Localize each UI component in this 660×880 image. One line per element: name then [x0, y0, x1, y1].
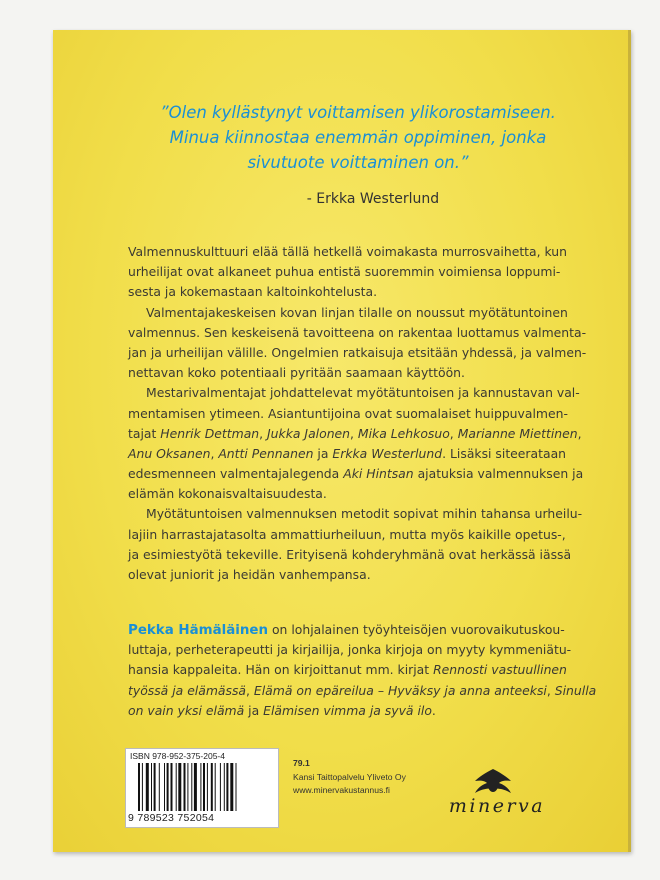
text: , [546, 682, 555, 698]
blurb-line: Valmennuskulttuuri elää tällä hetkellä voimakasta murrosvaihetta, kun [128, 244, 568, 259]
classification-code: 79.1 [293, 758, 310, 768]
coach-name: Jukka Jalonen [267, 425, 351, 441]
barcode-bar [226, 763, 228, 811]
book-title: Rennosti vastuullinen [433, 662, 567, 678]
blurb-line: valmennus. Sen keskeisenä tavoitteena on rakentaa luottamus valmenta- [128, 324, 587, 340]
text: ja [313, 445, 333, 461]
text: , [350, 425, 358, 441]
book-back-cover [53, 30, 631, 852]
text: hansia kappaleita. Hän on kirjoittanut mm. kirjat [128, 662, 434, 678]
book-title: työssä ja elämässä [128, 682, 247, 698]
bio-line [128, 701, 594, 721]
cover-edge [628, 30, 631, 852]
barcode-bar [203, 763, 205, 811]
cover-credit: Kansi Taittopalvelu Yliveto Oy [293, 771, 406, 782]
bio-line [128, 660, 594, 680]
barcode-bar [154, 763, 156, 811]
blurb-line: urheilijat ovat alkaneet puhua entistä suoremmin voimiensa loppumi- [128, 264, 561, 280]
text: , [449, 425, 458, 441]
barcode-bar [159, 763, 160, 811]
blurb-line: Myötätuntoisen valmennuksen metodit sopivat mihin tahansa urheilu- [146, 506, 583, 522]
book-title: on vain yksi elämä [128, 702, 245, 718]
barcode-bar [220, 763, 221, 811]
text: , [210, 445, 219, 461]
coach-name: Aki Hintsan [343, 466, 414, 482]
barcode-bar [151, 763, 152, 811]
blurb-line: mentamisen ytimeen. Asiantuntijoina ovat suomalaiset huippuvalmen- [128, 405, 568, 421]
book-title: Elämä on epäreilua – Hyväksy ja anna anteeksi [253, 682, 547, 698]
publisher-info [293, 757, 406, 798]
book-title: Sinulla [554, 682, 597, 698]
bio-line: luttaja, perheterapeutti ja kirjailija, jonka kirjoja on myyty kymmeniätu- [128, 642, 572, 658]
bio-line [128, 620, 594, 640]
barcode-bar [215, 763, 216, 811]
barcode-bar [142, 763, 143, 811]
blurb-line [128, 444, 594, 464]
barcode-bar [164, 763, 165, 811]
blurb-text [128, 242, 594, 585]
text: . [431, 702, 436, 718]
coach-name: Antti Pennanen [218, 445, 314, 461]
text: , [246, 682, 254, 698]
author-bio [128, 620, 597, 721]
text: edesmenneen valmentajalegenda [128, 466, 344, 482]
book-title: Elämisen vimma ja syvä ilo [263, 702, 432, 718]
blurb-line: olevat juniorit ja heidän vanhempansa. [128, 567, 371, 582]
barcode-bar [224, 763, 225, 811]
publisher-url: www.minervakustannus.fi [293, 785, 390, 795]
barcode-bar [236, 763, 237, 811]
pull-quote [113, 100, 603, 175]
barcode-bar [211, 763, 213, 811]
blurb-line: ja esimiestyötä tekeville. Erityisenä kohderyhmänä ovat herkässä iässä [128, 546, 572, 562]
barcode-bar [184, 763, 186, 811]
quote-line: sivutuote voittaminen on.” [247, 153, 469, 172]
author-name: Pekka Hämäläinen [128, 623, 269, 638]
blurb-line [128, 424, 594, 444]
blurb-line: jan ja urheilijan välille. Ongelmien ratkaisuja etsitään yhdessä, ja valmen- [128, 344, 587, 360]
text: tajat [128, 425, 161, 441]
blurb-line: Valmentajakeskeisen kovan linjan tilalle on noussut myötätuntoinen [146, 304, 568, 320]
blurb-line: elämän kokonaisvaltaisuudesta. [128, 486, 327, 502]
coach-name: Mika Lehkosuo [357, 425, 450, 441]
barcode-bar [191, 763, 192, 811]
text: on lohjalainen työyhteisöjen vuorovaikutuskou- [268, 622, 565, 637]
quote-author: - Erkka Westerlund [306, 191, 440, 207]
barcode-bar [171, 763, 173, 811]
text: , [259, 425, 268, 441]
text: , [577, 425, 582, 441]
barcode-bar [230, 763, 233, 811]
barcode-bar [167, 763, 169, 811]
coach-name: Erkka Westerlund [332, 445, 443, 461]
publisher-logo-text: minerva [448, 795, 546, 817]
barcode-bar [194, 763, 197, 811]
blurb-line: nettavan koko potentiaali pyritään saamaan käyttöön. [128, 365, 465, 381]
text: . Lisäksi siteerataan [442, 445, 567, 461]
isbn-barcode [125, 748, 279, 828]
barcode-bars [138, 763, 272, 811]
blurb-line [128, 464, 594, 484]
barcode-bar [146, 763, 149, 811]
coach-name: Anu Oksanen [128, 445, 211, 461]
quote-line: ”Olen kyllästynyt voittamisen ylikorostamiseen. [160, 103, 556, 122]
coach-name: Henrik Dettman [160, 425, 260, 441]
barcode-bar [200, 763, 201, 811]
blurb-line: sesta ja kokemastaan kaltoinkohtelusta. [128, 284, 378, 300]
isbn-text: ISBN 978-952-375-205-4 [130, 751, 225, 761]
quote-line: Minua kiinnostaa enemmän oppiminen, jonka [169, 128, 547, 147]
blurb-line: lajiin harrastajatasolta ammattiurheiluun, mutta myös kaikille opetus-, [128, 526, 566, 542]
barcode-bar [138, 763, 140, 811]
text: ajatuksia valmennuksen ja [413, 466, 584, 482]
barcode-digits: 9 789523 752054 [128, 812, 215, 824]
blurb-line: Mestarivalmentajat johdattelevat myötätuntoisen ja kannustavan val- [146, 385, 580, 401]
text: ja [244, 702, 264, 718]
bio-line [128, 681, 597, 701]
barcode-bar [176, 763, 177, 811]
barcode-bar [187, 763, 188, 811]
barcode-bar [207, 763, 208, 811]
coach-name: Marianne Miettinen [457, 425, 578, 441]
barcode-bar [178, 763, 181, 811]
